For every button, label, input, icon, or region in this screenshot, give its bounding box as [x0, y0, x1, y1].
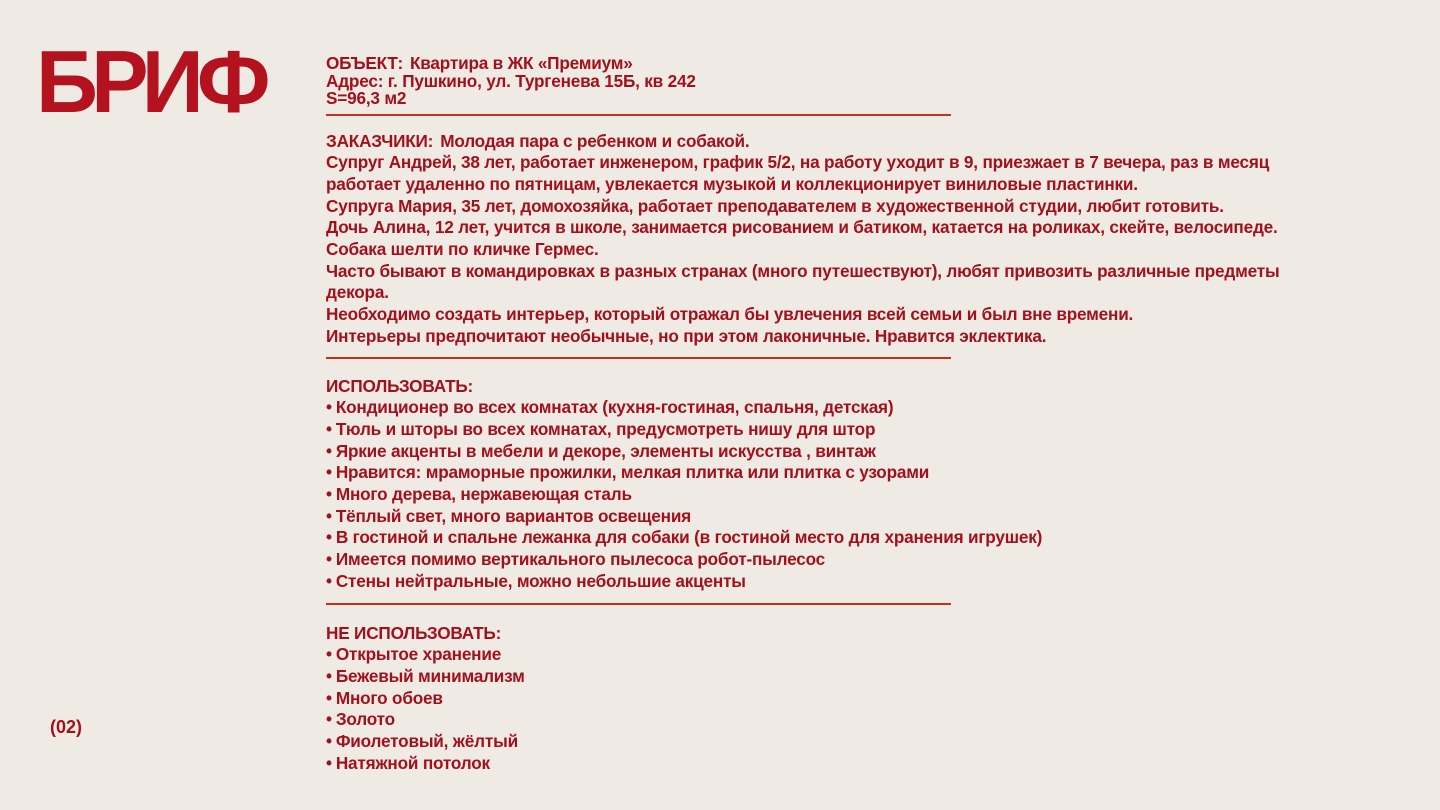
use-item: • Тюль и шторы во всех комнатах, предусмотреть нишу для штор	[326, 419, 1326, 441]
clients-line: Супруга Мария, 35 лет, домохозяйка, работает преподавателем в художественной студии, любит готовить.	[326, 195, 1224, 216]
dont-use-item: • Натяжной потолок	[326, 753, 1326, 775]
brief-content	[326, 55, 1326, 774]
clients-line: декора.	[326, 282, 389, 303]
use-label: ИСПОЛЬЗОВАТЬ:	[326, 375, 474, 396]
clients-line: работает удаленно по пятницам, увлекается музыкой и коллекционирует виниловые пластинки.	[326, 173, 1138, 194]
use-section	[326, 376, 1326, 593]
use-item: • Стены нейтральные, можно небольшие акценты	[326, 571, 1326, 593]
clients-line: Интерьеры предпочитают необычные, но при этом лаконичные. Нравится эклектика.	[326, 325, 1047, 346]
dont-use-item: • Фиолетовый, жёлтый	[326, 731, 1326, 753]
divider	[326, 603, 951, 605]
divider	[326, 114, 951, 116]
divider	[326, 357, 951, 359]
dont-use-item: • Бежевый минимализм	[326, 666, 1326, 688]
clients-line: Необходимо создать интерьер, который отражал бы увлечения всей семьи и был вне времени.	[326, 304, 1134, 325]
dont-use-item: • Золото	[326, 709, 1326, 731]
dont-use-item: • Много обоев	[326, 688, 1326, 710]
use-item: • Кондиционер во всех комнатах (кухня-гостиная, спальня, детская)	[326, 397, 1326, 419]
use-item: • Нравится: мраморные прожилки, мелкая плитка или плитка с узорами	[326, 462, 1326, 484]
object-section	[326, 55, 1326, 108]
object-area: S=96,3 м2	[326, 88, 407, 108]
clients-intro-line	[326, 131, 1326, 153]
object-value: Квартира в ЖК «Премиум»	[410, 53, 633, 73]
use-item: • Тёплый свет, много вариантов освещения	[326, 506, 1326, 528]
clients-line: Собака шелти по кличке Гермес.	[326, 239, 599, 260]
use-item: • В гостиной и спальне лежанка для собаки (в гостиной место для хранения игрушек)	[326, 527, 1326, 549]
brief-title: БРИФ	[36, 32, 264, 131]
clients-label: ЗАКАЗЧИКИ:	[326, 130, 434, 151]
use-list	[326, 397, 1326, 592]
object-label: ОБЪЕКТ:	[326, 53, 403, 73]
dont-use-item: • Открытое хранение	[326, 644, 1326, 666]
use-item: • Много дерева, нержавеющая сталь	[326, 484, 1326, 506]
object-address: Адрес: г. Пушкино, ул. Тургенева 15Б, кв 242	[326, 70, 696, 91]
clients-line: Супруг Андрей, 38 лет, работает инженером, график 5/2, на работу уходит в 9, приезжает в 7 вечера, раз в месяц	[326, 152, 1270, 173]
clients-intro: Молодая пара с ребенком и собакой.	[440, 130, 750, 151]
clients-line: Часто бывают в командировках в разных странах (много путешествуют), любят привозить различные предметы	[326, 260, 1280, 281]
clients-line: Дочь Алина, 12 лет, учится в школе, занимается рисованием и батиком, катается на роликах, скейте, велосипеде.	[326, 217, 1278, 238]
use-item: • Имеется помимо вертикального пылесоса робот-пылесос	[326, 549, 1326, 571]
page-number: (02)	[50, 717, 83, 737]
object-line	[326, 55, 1326, 73]
dont-use-section	[326, 623, 1326, 775]
clients-section	[326, 131, 1326, 348]
dont-use-list	[326, 644, 1326, 774]
use-item: • Яркие акценты в мебели и декоре, элементы искусства , винтаж	[326, 441, 1326, 463]
dont-use-label: НЕ ИСПОЛЬЗОВАТЬ:	[326, 622, 502, 643]
